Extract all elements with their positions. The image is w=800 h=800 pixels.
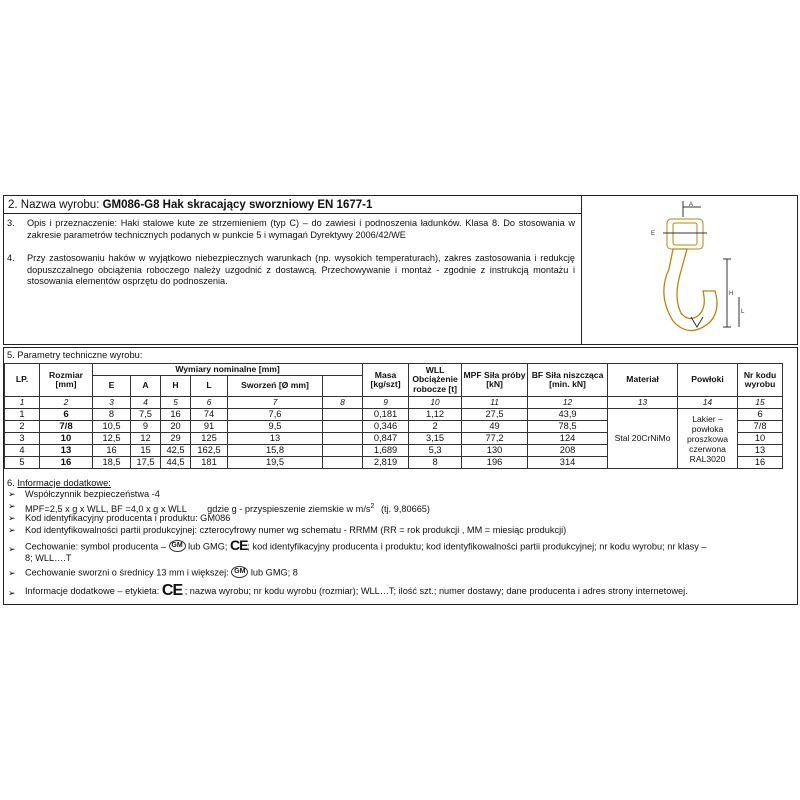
cell-a: 12 [131,433,161,445]
section-title [8,199,372,211]
header-h: H [161,376,191,397]
cell-mass: 0,847 [363,433,409,445]
cell-empty [323,445,363,457]
pin-marking-text-a: Cechowanie sworzni o średnicy 13 mm i większej: [25,567,229,578]
cell-coating: Lakier – powłoka proszkowa czerwona RAL3020 [678,409,738,469]
index-cell: 11 [462,397,528,409]
cell-a: 9 [131,421,161,433]
cell-l: 91 [191,421,228,433]
marking [25,537,780,554]
cell-e: 8 [93,409,131,421]
cell-size: 6 [40,409,93,421]
index-cell: 4 [131,397,161,409]
item-4-number: 4. [7,253,15,263]
cell-e: 12,5 [93,433,131,445]
header-material: Materiał [608,364,678,397]
ce-mark-icon: CE [229,537,248,554]
cell-empty [323,433,363,445]
index-cell: 10 [409,397,462,409]
cell-e: 18,5 [93,457,131,469]
cell-material: Stal 20CrNiMo [608,409,678,469]
cell-bf: 43,9 [528,409,608,421]
cell-lp: 1 [5,409,40,421]
product-title: GM086-G8 Hak skracający sworzniowy EN 1677-1 [102,199,373,211]
cell-mpf: 27,5 [462,409,528,421]
cell-empty [323,409,363,421]
cell-a: 7,5 [131,409,161,421]
pin-marking [25,567,298,579]
cell-a: 17,5 [131,457,161,469]
item-3-number: 3. [7,218,15,228]
item-4-text: Przy zastosowaniu haków w wyjątkowo niebezpiecznych warunkach (np. wysokich temperaturach), zakres zastosowania i redukcję dopuszczalnego obciążenia roboczego należy uzgodnić z dostawcą. Przechowywanie i montaż - zgodnie z instrukcją montażu i stosowania elementów osprzętu do podnoszenia. [27,253,575,287]
index-cell: 1 [5,397,40,409]
cell-l: 125 [191,433,228,445]
bullet-arrow-icon: ➢ [8,544,16,554]
cell-h: 44,5 [161,457,191,469]
cell-size: 16 [40,457,93,469]
cell-e: 10,5 [93,421,131,433]
info-title-text: Informacje dodatkowe: [17,478,111,488]
info-title-number: 6. [7,478,18,488]
header-lp: LP. [5,364,40,397]
drawing-label-e: E [651,231,656,237]
header-mpf: MPF Siła próby [kN] [462,364,528,397]
params-title: 5. Parametry techniczne wyrobu: [7,350,143,360]
marking-text-c: ; kod identyfikacyjny producenta i produktu; kod identyfikowalności partii produkcyjnej; nr kodu wyrobu; nr klasy – [247,541,707,552]
mpf-formula-note: gdzie g - przyspieszenie ziemskie w m/s [207,504,371,515]
batch-code: Kod identyfikowalności partii produkcyjnej: czterocyfrowy numer wg schematu - RRMM (RR = rok produkcji , MM = miesiąc produkcji) [25,525,567,535]
product-sheet [3,195,798,605]
index-cell: 13 [608,397,678,409]
cell-l: 181 [191,457,228,469]
cell-h: 20 [161,421,191,433]
cell-size: 7/8 [40,421,93,433]
cell-pin: 13 [228,433,323,445]
marking-text-a: Cechowanie: symbol producenta – [25,541,166,552]
bullet-arrow-icon: ➢ [8,489,16,499]
cell-code: 10 [738,433,783,445]
cell-empty [323,421,363,433]
drawing-label-h: H [729,291,734,297]
cell-mass: 0,181 [363,409,409,421]
header-empty [323,376,363,397]
section-prefix: 2. Nazwa wyrobu: [8,199,103,211]
safety-factor: Współczynnik bezpieczeństwa -4 [25,489,160,499]
bullet-arrow-icon: ➢ [8,513,16,523]
cell-code: 6 [738,409,783,421]
index-cell: 3 [93,397,131,409]
ce-mark-icon: CE [161,582,183,599]
index-cell: 12 [528,397,608,409]
cell-mpf: 49 [462,421,528,433]
cell-pin: 19,5 [228,457,323,469]
cell-l: 162,5 [191,445,228,457]
cell-bf: 208 [528,445,608,457]
bullet-arrow-icon: ➢ [8,588,16,598]
cell-a: 15 [131,445,161,457]
cell-mass: 1,689 [363,445,409,457]
index-cell: 15 [738,397,783,409]
item-3-text: Opis i przeznaczenie: Haki stalowe kute ze strzemieniem (typ C) – do zawiesi i podnoszenia ładunków. Klasa 8. Do stosowania w zakresie parametrów technicznych podanych w punkcie 5 i wymagań Dyrektywy 2006/42/WE [27,218,575,240]
label-info-text-b: ; nazwa wyrobu; nr kodu wyrobu (rozmiar); WLL…T; ilość szt.; numer dostawy; dane producenta i adres strony internetowej. [184,586,688,597]
index-cell: 5 [161,397,191,409]
cell-wll: 2 [409,421,462,433]
info-title [7,478,111,490]
cell-l: 74 [191,409,228,421]
cell-mass: 0,346 [363,421,409,433]
index-cell: 14 [678,397,738,409]
bullet-arrow-icon: ➢ [8,525,16,535]
label-info-text-a: Informacje dodatkowe – etykieta: [25,586,160,597]
producer-code: Kod identyfikacyjny producenta i produktu: GM086 [25,513,231,523]
cell-lp: 3 [5,433,40,445]
cell-wll: 3,15 [409,433,462,445]
table-row [5,409,783,421]
drawing-label-a: A [689,202,694,208]
hook-drawing [643,199,753,341]
mpf-formula-tail: (tj. 9,80665) [380,504,430,515]
index-cell: 7 [228,397,323,409]
label-info [25,582,688,599]
cell-h: 29 [161,433,191,445]
cell-pin: 9,5 [228,421,323,433]
header-sworzen: Sworzeń [Ø mm] [228,376,323,397]
index-cell: 9 [363,397,409,409]
header-l: L [191,376,228,397]
mpf-formula-sup: 2 [370,503,375,510]
pin-marking-text-b: lub GMG; 8 [250,567,298,578]
mpf-formula-text: MPF=2,5 x g x WLL, BF =4,0 x g x WLL [25,504,187,515]
header-e: E [93,376,131,397]
marking-continuation: 8; WLL….T [25,553,72,563]
item-4 [7,253,575,288]
cell-wll: 8 [409,457,462,469]
cell-pin: 7,6 [228,409,323,421]
cell-lp: 5 [5,457,40,469]
cell-mpf: 77,2 [462,433,528,445]
cell-pin: 15,8 [228,445,323,457]
header-nr-kodu: Nr kodu wyrobu [738,364,783,397]
gm-logo-icon: GM [231,566,248,578]
cell-h: 42,5 [161,445,191,457]
header-rozmiar: Rozmiar [mm] [40,364,93,397]
cell-code: 13 [738,445,783,457]
header-wll: WLL Obciążenie robocze [t] [409,364,462,397]
gm-logo-icon: GM [169,540,186,552]
cell-wll: 1,12 [409,409,462,421]
header-wymiary: Wymiary nominalne [mm] [93,364,363,376]
title-rule [3,213,581,214]
cell-bf: 314 [528,457,608,469]
cell-size: 13 [40,445,93,457]
bullet-arrow-icon: ➢ [8,501,16,511]
index-cell: 2 [40,397,93,409]
header-masa: Masa [kg/szt] [363,364,409,397]
cell-lp: 2 [5,421,40,433]
cell-empty [323,457,363,469]
bullet-arrow-icon: ➢ [8,568,16,578]
cell-code: 7/8 [738,421,783,433]
cell-lp: 4 [5,445,40,457]
index-cell: 8 [323,397,363,409]
cell-mpf: 196 [462,457,528,469]
cell-mass: 2,819 [363,457,409,469]
cell-bf: 78,5 [528,421,608,433]
cell-wll: 5,3 [409,445,462,457]
cell-e: 16 [93,445,131,457]
drawing-label-l: L [741,309,745,315]
header-powloki: Powłoki [678,364,738,397]
cell-h: 16 [161,409,191,421]
header-a: A [131,376,161,397]
marking-text-b: lub GMG; [188,541,228,552]
header-bf: BF Siła niszcząca [min. kN] [528,364,608,397]
cell-bf: 124 [528,433,608,445]
parameters-table [4,363,783,469]
cell-size: 10 [40,433,93,445]
cell-mpf: 130 [462,445,528,457]
index-cell: 6 [191,397,228,409]
item-3 [7,218,575,241]
cell-code: 16 [738,457,783,469]
